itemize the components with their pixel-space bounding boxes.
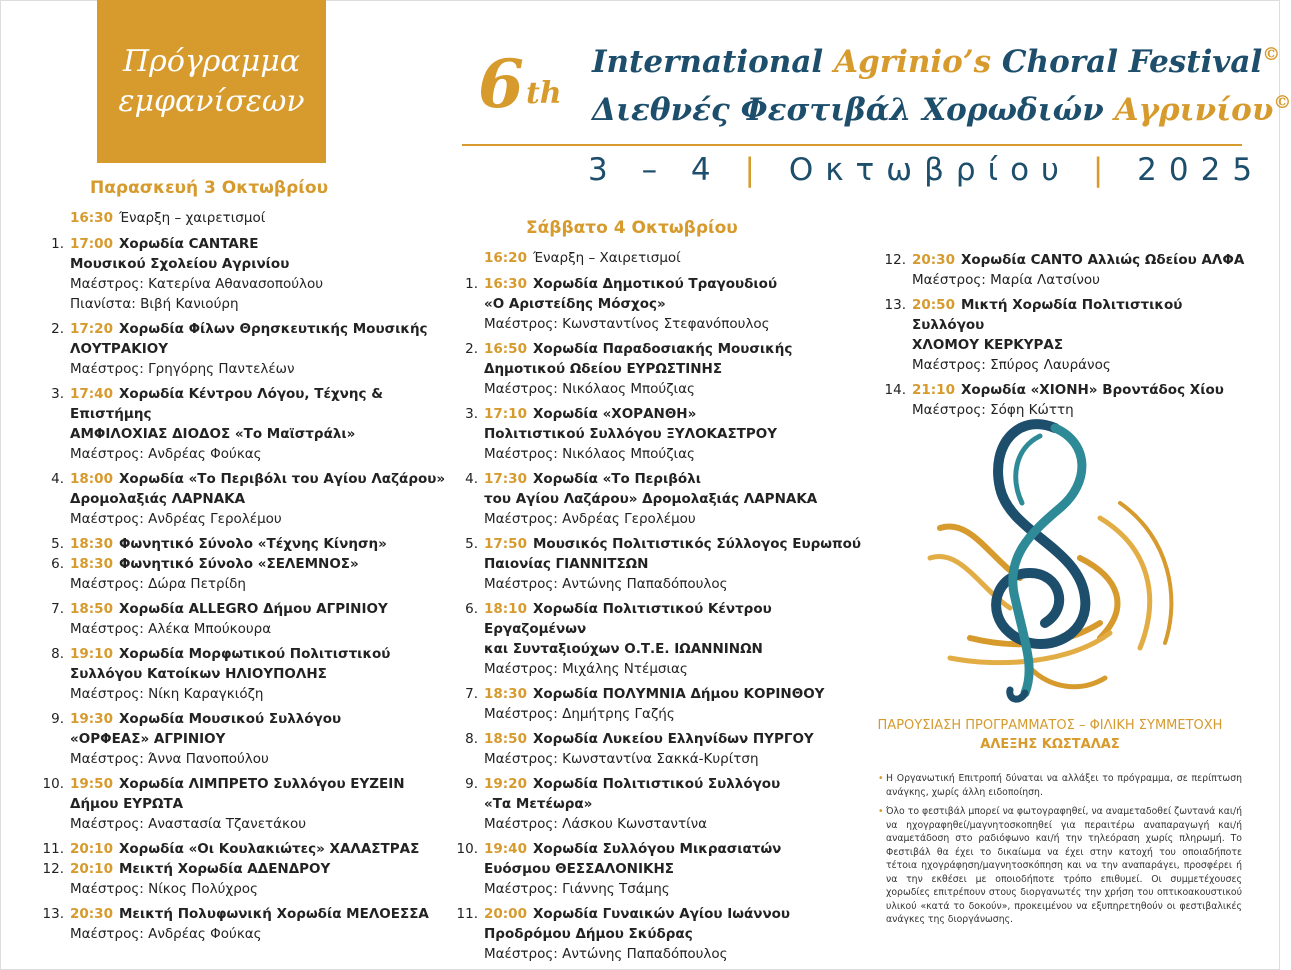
item-number: 5. (465, 536, 478, 552)
item-time: 17:50 (484, 536, 527, 552)
program-item (456, 904, 866, 964)
disclaimer-notes (878, 772, 1242, 933)
choir-name: Χορωδία «ΧΟΡΑΝΘΗ» Πολιτιστικού Συλλόγου ΞΥΛΟΚΑΣΤΡΟΥ (484, 406, 778, 442)
conductor: Μαέστρος: Δώρα Πετρίδη (70, 576, 246, 592)
conductor: Μαέστρος: Ανδρέας Γερολέμου (70, 511, 282, 527)
item-number: 1. (465, 276, 478, 292)
item-number: 1. (51, 236, 64, 252)
item-number: 2. (51, 321, 64, 337)
conductor: Μαέστρος: Αντώνης Παπαδόπουλος (484, 946, 728, 962)
conductor: Μαέστρος: Κωνσταντίνα Σακκά-Κυρίτση (484, 751, 759, 767)
item-time: 18:50 (70, 601, 113, 617)
choir-name: Χορωδία Πολιτιστικού Κέντρου Εργαζομένων και Συνταξιούχων Ο.Τ.Ε. ΙΩΑΝΝΙΝΩΝ (484, 601, 772, 657)
note-2: • Όλο το φεστιβάλ μπορεί να φωτογραφηθεί, να αναμεταδοθεί ζωντανά και/ή να ηχογραφηθεί/μαγνητοσκοπηθεί για περαιτέρω αναπαραγωγή και/ή αναμετάδοση στο ραδιόφωνο και/ή την τηλεόραση χωρίς πληρωμή. Το Φεστιβάλ θα έχει το δικαίωμα να έχει στην κατοχή του οποιαδήποτε τέτοια ηχογράφηση/μαγνητοσκόπηση και να την αναπαράγει, προσφέρει ή να την εκθέσει με οποιοδήποτε τρόπο επιθυμεί. Οι συμμετέχουσες χορωδίες επιτρέπουν στους διοργανωτές την χρήση του οπτικοακουστικού υλικού «κατά το δοκούν», προκειμένου να εξυπηρετηθούν οι φεστιβαλικές ανάγκες της διοργάνωσης. (878, 805, 1242, 927)
item-number: 10. (456, 841, 478, 857)
item-number: 5. (51, 536, 64, 552)
choir-name: Χορωδία Συλλόγου Μικρασιατών Ευόσμου ΘΕΣΣΑΛΟΝΙΚΗΣ (484, 841, 782, 877)
item-number: 6. (51, 556, 64, 572)
treble-clef-logo (930, 408, 1180, 708)
item-number: 8. (465, 731, 478, 747)
item-time: 18:30 (70, 536, 113, 552)
program-item (52, 234, 452, 314)
choir-name: Χορωδία Κέντρου Λόγου, Τέχνης & Επιστήμης ΑΜΦΙΛΟΧΙΑΣ ΔΙΟΔΟΣ «Το Μαϊστράλι» (70, 386, 383, 442)
festival-dates: 3 – 4 | Οκτωβρίου | 2025 (588, 152, 1265, 188)
item-time: 18:10 (484, 601, 527, 617)
conductor: Μαέστρος: Μιχάλης Ντέμσιας (484, 661, 688, 677)
program-item (466, 534, 866, 594)
choir-name: Χορωδία CANTO Αλλιώς Ωδείου ΑΛΦΑ (960, 252, 1245, 268)
item-time: 17:00 (70, 236, 113, 252)
header-rule (462, 144, 1242, 146)
item-time: 19:30 (70, 711, 113, 727)
program-item (42, 839, 452, 859)
item-number: 7. (51, 601, 64, 617)
program-item (42, 859, 452, 899)
choir-name: Χορωδία Μουσικού Συλλόγου «ΟΡΦΕΑΣ» ΑΓΡΙΝΙΟΥ (70, 711, 342, 747)
item-number: 9. (465, 776, 478, 792)
choir-name: Χορωδία Πολιτιστικού Συλλόγου «Τα Μετέωρα» (484, 776, 781, 812)
friday-opening: 16:30 Έναρξη – χαιρετισμοί (70, 210, 266, 226)
program-item (42, 774, 452, 834)
program-badge (97, 0, 326, 163)
conductor: Μαέστρος: Γρηγόρης Παντελέων (70, 361, 295, 377)
item-time: 20:10 (70, 861, 113, 877)
program-item (52, 644, 452, 704)
choir-name: Χορωδία Φίλων Θρησκευτικής Μουσικής ΛΟΥΤΡΑΚΙΟΥ (70, 321, 428, 357)
item-time: 18:00 (70, 471, 113, 487)
item-time: 19:10 (70, 646, 113, 662)
note-1: • Η Οργανωτική Επιτροπή δύναται να αλλάξει το πρόγραμμα, σε περίπτωση ανάγκης, χωρίς άλλη ειδοποίηση. (878, 772, 1242, 799)
item-time: 18:30 (70, 556, 113, 572)
item-number: 6. (465, 601, 478, 617)
program-item (466, 729, 866, 769)
presenter-block (860, 716, 1240, 754)
choir-name: Μουσικός Πολιτιστικός Σύλλογος Ευρωπού Παιονίας ΓΙΑΝΝΙΤΣΩΝ (484, 536, 862, 572)
item-number: 4. (51, 471, 64, 487)
item-time: 20:10 (70, 841, 113, 857)
item-number: 8. (51, 646, 64, 662)
item-number: 2. (465, 341, 478, 357)
pianist: Πιανίστα: Βιβή Κανιούρη (70, 296, 239, 312)
item-time: 20:50 (912, 297, 955, 313)
program-item (466, 774, 866, 834)
item-time: 17:30 (484, 471, 527, 487)
item-number: 3. (465, 406, 478, 422)
program-item (52, 599, 452, 639)
friday-column (42, 178, 452, 949)
item-time: 16:30 (484, 276, 527, 292)
program-item (456, 839, 866, 899)
choir-name: Μεικτή Χορωδία ΑΔΕΝΔΡΟΥ (118, 861, 331, 877)
program-item (466, 404, 866, 464)
item-time: 21:10 (912, 382, 955, 398)
item-number: 13. (884, 297, 906, 313)
conductor: Μαέστρος: Γιάννης Τσάμης (484, 881, 670, 897)
item-time: 20:30 (912, 252, 955, 268)
program-item (466, 684, 866, 724)
item-time: 18:30 (484, 686, 527, 702)
saturday-list-continued (884, 250, 1254, 420)
conductor: Μαέστρος: Ανδρέας Φούκας (70, 926, 262, 942)
conductor: Μαέστρος: Αντώνης Παπαδόπουλος (484, 576, 728, 592)
conductor: Μαέστρος: Άννα Πανοπούλου (70, 751, 269, 767)
program-item (884, 250, 1254, 290)
choir-name: Χορωδία Λυκείου Ελληνίδων ΠΥΡΓΟΥ (532, 731, 814, 747)
presenter-name: ΑΛΕΞΗΣ ΚΩΣΤΑΛΑΣ (980, 737, 1120, 752)
item-number: 13. (42, 906, 64, 922)
program-item (52, 709, 452, 769)
program-item (466, 599, 866, 679)
item-time: 17:40 (70, 386, 113, 402)
conductor: Μαέστρος: Κατερίνα Αθανασοπούλου (70, 276, 324, 292)
choir-name: Χορωδία Δημοτικού Τραγουδιού «Ο Αριστείδης Μόσχος» (484, 276, 778, 312)
choir-name: Χορωδία «ΧΙΟΝΗ» Βροντάδος Χίου (960, 382, 1224, 398)
conductor: Μαέστρος: Νίκη Καραγκιόζη (70, 686, 264, 702)
item-number: 12. (42, 861, 64, 877)
conductor: Μαέστρος: Ανδρέας Φούκας (70, 446, 262, 462)
edition-number: 6th (478, 45, 562, 123)
item-time: 20:00 (484, 906, 527, 922)
item-time: 19:40 (484, 841, 527, 857)
choir-name: Χορωδία CANTARE Μουσικού Σχολείου Αγρινίου (70, 236, 290, 272)
friday-title: Παρασκευή 3 Οκτωβρίου (90, 178, 329, 198)
item-time: 18:50 (484, 731, 527, 747)
choir-name: Χορωδία ΛΙΜΠΡΕΤΟ Συλλόγου ΕΥΖΕΙΝ Δήμου ΕΥΡΩΤΑ (70, 776, 405, 812)
choir-name: Χορωδία Γυναικών Αγίου Ιωάννου Προδρόμου Δήμου Σκύδρας (484, 906, 791, 942)
conductor: Μαέστρος: Αλέκα Μπούκουρα (70, 621, 272, 637)
choir-name: Μικτή Χορωδία Πολιτιστικού Συλλόγου ΧΛΟΜΟΥ ΚΕΡΚΥΡΑΣ (912, 297, 1183, 353)
program-item (52, 534, 452, 554)
saturday-opening: 16:20 Έναρξη – Χαιρετισμοί (484, 250, 681, 266)
saturday-column-continued (884, 250, 1254, 425)
choir-name: Φωνητικό Σύνολο «Τέχνης Κίνηση» (118, 536, 387, 552)
choir-name: Χορωδία «Οι Κουλακιώτες» ΧΑΛΑΣΤΡΑΣ (118, 841, 420, 857)
program-item (466, 274, 866, 334)
choir-name: Χορωδία «Το Περιβόλι του Αγίου Λαζάρου» Δρομολαξιάς ΛΑΡΝΑΚΑ (70, 471, 446, 507)
program-item (52, 384, 452, 464)
item-number: 11. (456, 906, 478, 922)
item-time: 19:20 (484, 776, 527, 792)
conductor: Μαέστρος: Δημήτρης Γαζής (484, 706, 675, 722)
item-time: 19:50 (70, 776, 113, 792)
saturday-title: Σάββατο 4 Οκτωβρίου (526, 218, 738, 238)
conductor: Μαέστρος: Αναστασία Τζανετάκου (70, 816, 307, 832)
choir-name: Φωνητικό Σύνολο «ΣΕΛΕΜΝΟΣ» (118, 556, 359, 572)
choir-name: Μεικτή Πολυφωνική Χορωδία ΜΕΛΟΕΣΣΑ (118, 906, 429, 922)
program-item (42, 904, 452, 944)
item-time: 17:20 (70, 321, 113, 337)
choir-name: Χορωδία «Το Περιβόλι του Αγίου Λαζάρου» Δρομολαξιάς ΛΑΡΝΑΚΑ (484, 471, 818, 507)
presenter-label: ΠΑΡΟΥΣΙΑΣΗ ΠΡΟΓΡΑΜΜΑΤΟΣ – ΦΙΛΙΚΗ ΣΥΜΜΕΤΟΧΗ (877, 718, 1223, 733)
conductor: Μαέστρος: Σόφη Κώττη (912, 402, 1074, 418)
choir-name: Χορωδία ΠΟΛΥΜΝΙΑ Δήμου ΚΟΡΙΝΘΟΥ (532, 686, 825, 702)
item-number: 9. (51, 711, 64, 727)
item-number: 7. (465, 686, 478, 702)
conductor: Μαέστρος: Μαρία Λατσίνου (912, 272, 1100, 288)
item-number: 4. (465, 471, 478, 487)
saturday-list (456, 274, 866, 964)
item-number: 10. (42, 776, 64, 792)
program-item (466, 339, 866, 399)
program-item (52, 319, 452, 379)
item-time: 16:50 (484, 341, 527, 357)
conductor: Μαέστρος: Σπύρος Λαυράνος (912, 357, 1111, 373)
choir-name: Χορωδία Μορφωτικού Πολιτιστικού Συλλόγου Κατοίκων ΗΛΙΟΥΠΟΛΗΣ (70, 646, 391, 682)
item-time: 17:10 (484, 406, 527, 422)
program-item (884, 295, 1254, 375)
festival-title-gr: Διεθνές Φεστιβάλ Χορωδιών Αγρινίου© (592, 92, 1291, 128)
item-number: 14. (884, 382, 906, 398)
badge-line-2: εμφανίσεων (118, 83, 305, 119)
program-item (466, 469, 866, 529)
conductor: Μαέστρος: Νίκος Πολύχρος (70, 881, 258, 897)
conductor: Μαέστρος: Κωνσταντίνος Στεφανόπουλος (484, 316, 770, 332)
item-time: 20:30 (70, 906, 113, 922)
conductor: Μαέστρος: Νικόλαος Μπούζιας (484, 381, 695, 397)
program-item (52, 469, 452, 529)
saturday-column (456, 218, 866, 969)
conductor: Μαέστρος: Νικόλαος Μπούζιας (484, 446, 695, 462)
item-number: 11. (42, 841, 64, 857)
friday-list (42, 234, 452, 944)
conductor: Μαέστρος: Λάσκου Κωνσταντίνα (484, 816, 708, 832)
item-number: 12. (884, 252, 906, 268)
choir-name: Χορωδία Παραδοσιακής Μουσικής Δημοτικού Ωδείου ΕΥΡΩΣΤΙΝΗΣ (484, 341, 793, 377)
badge-line-1: Πρόγραμμα (123, 43, 300, 79)
item-number: 3. (51, 386, 64, 402)
conductor: Μαέστρος: Ανδρέας Γερολέμου (484, 511, 696, 527)
choir-name: Χορωδία ALLEGRO Δήμου ΑΓΡΙΝΙΟΥ (118, 601, 388, 617)
festival-title-en: International Agrinio’s Choral Festival© (592, 44, 1281, 80)
program-item (52, 554, 452, 594)
edition-suffix: th (525, 76, 562, 111)
